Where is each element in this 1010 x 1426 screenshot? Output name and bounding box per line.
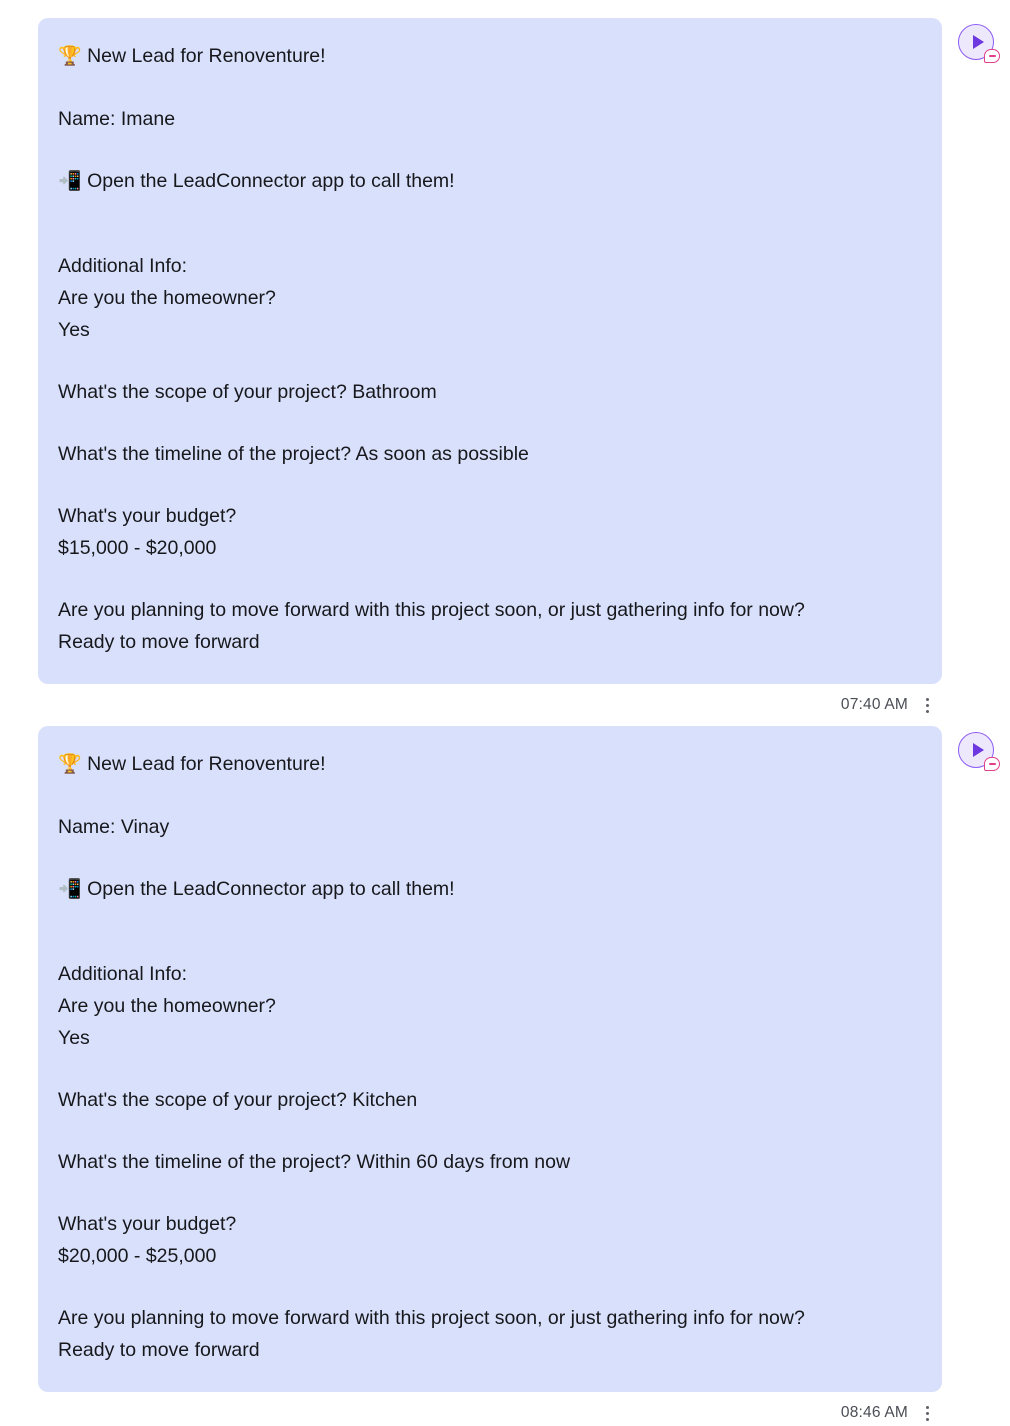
message-separator: [0, 718, 1010, 726]
question-5: Are you planning to move forward with this project soon, or just gathering info for now?: [58, 1307, 805, 1329]
question-1: Are you the homeowner?: [58, 995, 276, 1017]
message-2: [0, 726, 1010, 1426]
comment-badge-icon: [984, 757, 1000, 771]
question-3: What's the timeline of the project? As soon as possible: [58, 443, 529, 465]
kebab-menu-icon[interactable]: [918, 1403, 936, 1423]
additional-info-label: Additional Info:: [58, 963, 188, 985]
mobile-phone-icon: 📲: [58, 879, 82, 900]
message-bubble[interactable]: [38, 726, 942, 1392]
message-1: [0, 18, 1010, 718]
trophy-icon: 🏆: [58, 754, 82, 775]
message-bubble[interactable]: [38, 18, 942, 684]
message-header: 🏆 New Lead for Renoventure!: [58, 40, 916, 73]
avatar[interactable]: [958, 24, 998, 64]
question-2: What's the scope of your project? Bathroom: [58, 381, 437, 403]
mobile-phone-icon: 📲: [58, 171, 82, 192]
answer-5: Ready to move forward: [58, 631, 260, 653]
trophy-icon: 🏆: [58, 46, 82, 67]
question-5: Are you planning to move forward with this project soon, or just gathering info for now?: [58, 599, 805, 621]
answer-1: Yes: [58, 1027, 90, 1049]
additional-info-label: Additional Info:: [58, 255, 188, 277]
question-2: What's the scope of your project? Kitchen: [58, 1089, 418, 1111]
message-header: 🏆 New Lead for Renoventure!: [58, 748, 916, 781]
timestamp: 08:46 AM: [840, 1404, 908, 1421]
message-meta: [0, 1392, 942, 1426]
play-triangle-icon: [973, 35, 984, 49]
answer-4: $15,000 - $20,000: [58, 537, 217, 559]
timestamp: 07:40 AM: [840, 696, 908, 713]
answer-5: Ready to move forward: [58, 1339, 260, 1361]
kebab-menu-icon[interactable]: [918, 695, 936, 715]
lead-name: Name: Imane: [58, 108, 176, 130]
call-cta: 📲 Open the LeadConnector app to call them!: [58, 165, 916, 198]
question-3: What's the timeline of the project? Within 60 days from now: [58, 1151, 571, 1173]
call-cta: 📲 Open the LeadConnector app to call them!: [58, 873, 916, 906]
answer-1: Yes: [58, 319, 90, 341]
question-4: What's your budget?: [58, 1213, 237, 1235]
message-meta: [0, 684, 942, 718]
avatar[interactable]: [958, 732, 998, 772]
lead-name: Name: Vinay: [58, 816, 170, 838]
question-1: Are you the homeowner?: [58, 287, 276, 309]
question-4: What's your budget?: [58, 505, 237, 527]
answer-4: $20,000 - $25,000: [58, 1245, 217, 1267]
comment-badge-icon: [984, 49, 1000, 63]
play-triangle-icon: [973, 743, 984, 757]
